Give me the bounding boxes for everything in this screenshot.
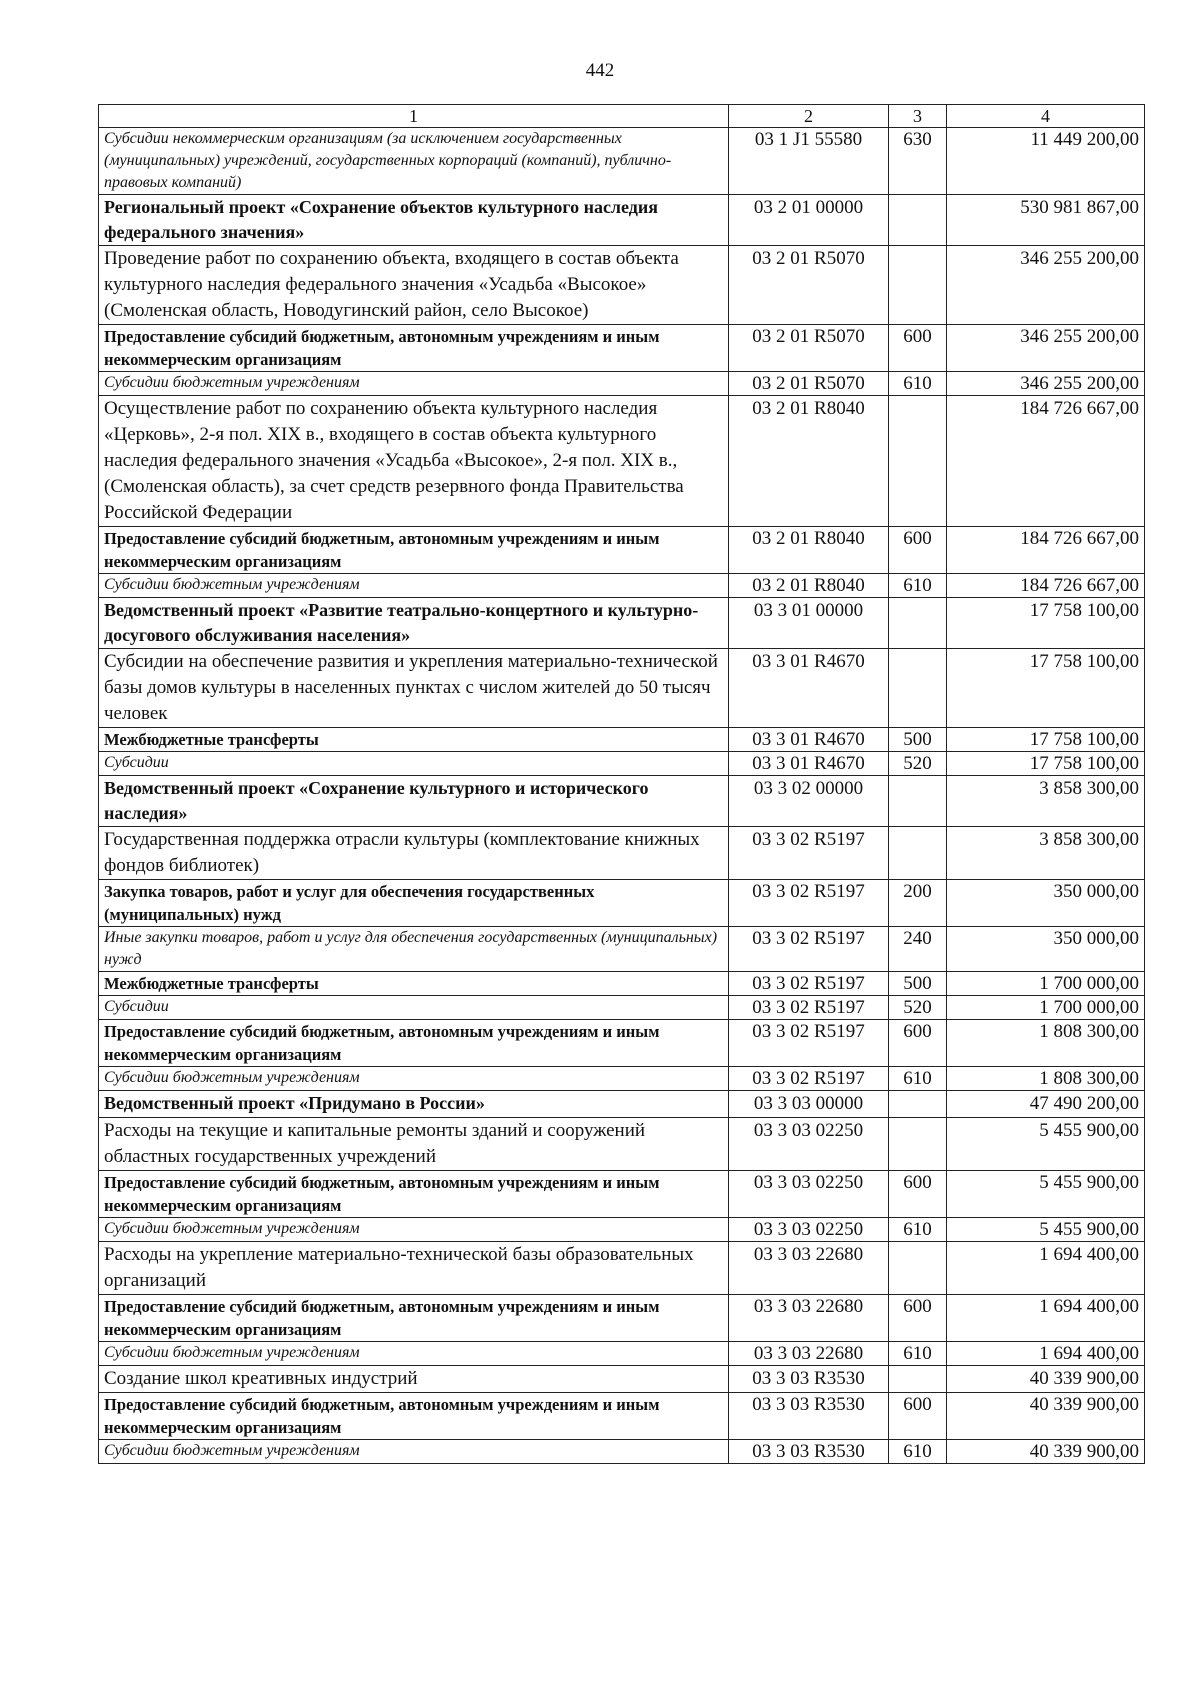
- row-description: Субсидии бюджетным учреждениям: [99, 372, 729, 396]
- row-code: 03 2 01 R5070: [729, 246, 889, 325]
- table-row: [99, 649, 1145, 728]
- row-expense-type: [889, 1118, 947, 1171]
- table-body: [99, 105, 1145, 1464]
- row-description: Субсидии на обеспечение развития и укрепления материально-технической базы домов культуры в населенных пунктах с числом жителей до 50 тысяч человек: [99, 649, 729, 728]
- row-amount: 184 726 667,00: [947, 574, 1145, 598]
- table-row: [99, 827, 1145, 880]
- row-expense-type: 610: [889, 1440, 947, 1464]
- row-description: Субсидии некоммерческим организациям (за исключением государственных (муниципальных) учреждений, государственных корпораций (компаний), публично-правовых компаний): [99, 128, 729, 195]
- row-amount: 1 700 000,00: [947, 996, 1145, 1020]
- header-cell-2: 2: [729, 105, 889, 128]
- row-expense-type: 610: [889, 372, 947, 396]
- row-description: Ведомственный проект «Сохранение культурного и исторического наследия»: [99, 776, 729, 827]
- row-code: 03 3 01 00000: [729, 598, 889, 649]
- row-amount: 530 981 867,00: [947, 195, 1145, 246]
- row-description: Закупка товаров, работ и услуг для обеспечения государственных (муниципальных) нужд: [99, 880, 729, 927]
- row-expense-type: 520: [889, 752, 947, 776]
- row-description: Предоставление субсидий бюджетным, автономным учреждениям и иным некоммерческим организациям: [99, 1393, 729, 1440]
- table-row: [99, 128, 1145, 195]
- row-amount: 17 758 100,00: [947, 598, 1145, 649]
- row-expense-type: [889, 396, 947, 527]
- row-expense-type: 500: [889, 972, 947, 996]
- row-expense-type: 610: [889, 1342, 947, 1366]
- row-description: Расходы на текущие и капитальные ремонты зданий и сооружений областных государственных учреждений: [99, 1118, 729, 1171]
- table-row: [99, 396, 1145, 527]
- row-expense-type: 610: [889, 574, 947, 598]
- row-amount: 184 726 667,00: [947, 527, 1145, 574]
- row-code: 03 3 02 R5197: [729, 927, 889, 972]
- row-expense-type: 600: [889, 1295, 947, 1342]
- row-amount: 17 758 100,00: [947, 649, 1145, 728]
- table-row: [99, 1118, 1145, 1171]
- row-amount: 1 808 300,00: [947, 1067, 1145, 1091]
- row-amount: 346 255 200,00: [947, 325, 1145, 372]
- table-row: [99, 1020, 1145, 1067]
- row-description: Предоставление субсидий бюджетным, автономным учреждениям и иным некоммерческим организациям: [99, 527, 729, 574]
- row-description: Субсидии бюджетным учреждениям: [99, 1067, 729, 1091]
- row-expense-type: 610: [889, 1067, 947, 1091]
- row-description: Субсидии бюджетным учреждениям: [99, 1440, 729, 1464]
- row-description: Субсидии бюджетным учреждениям: [99, 1218, 729, 1242]
- row-code: 03 3 03 22680: [729, 1342, 889, 1366]
- row-description: Региональный проект «Сохранение объектов культурного наследия федерального значения»: [99, 195, 729, 246]
- table-row: [99, 1342, 1145, 1366]
- row-code: 03 1 J1 55580: [729, 128, 889, 195]
- row-description: Предоставление субсидий бюджетным, автономным учреждениям и иным некоммерческим организациям: [99, 1171, 729, 1218]
- row-description: Ведомственный проект «Придумано в России»: [99, 1091, 729, 1118]
- row-amount: 1 694 400,00: [947, 1242, 1145, 1295]
- row-code: 03 2 01 00000: [729, 195, 889, 246]
- row-amount: 3 858 300,00: [947, 827, 1145, 880]
- table-row: [99, 1295, 1145, 1342]
- row-code: 03 3 03 00000: [729, 1091, 889, 1118]
- row-code: 03 3 03 R3530: [729, 1440, 889, 1464]
- row-code: 03 3 01 R4670: [729, 649, 889, 728]
- table-row: [99, 880, 1145, 927]
- row-expense-type: 600: [889, 1393, 947, 1440]
- row-expense-type: 600: [889, 527, 947, 574]
- row-code: 03 3 03 02250: [729, 1118, 889, 1171]
- page-number: 442: [585, 60, 615, 81]
- row-expense-type: 630: [889, 128, 947, 195]
- row-amount: 346 255 200,00: [947, 372, 1145, 396]
- row-description: Расходы на укрепление материально-технической базы образовательных организаций: [99, 1242, 729, 1295]
- row-description: Ведомственный проект «Развитие театрально-концертного и культурно-досугового обслуживания населения»: [99, 598, 729, 649]
- row-amount: 17 758 100,00: [947, 728, 1145, 752]
- table-row: [99, 752, 1145, 776]
- row-code: 03 2 01 R8040: [729, 396, 889, 527]
- row-expense-type: 200: [889, 880, 947, 927]
- table-row: [99, 1091, 1145, 1118]
- row-amount: 1 808 300,00: [947, 1020, 1145, 1067]
- row-expense-type: [889, 1366, 947, 1393]
- row-code: 03 3 02 R5197: [729, 1067, 889, 1091]
- table-row: [99, 996, 1145, 1020]
- row-description: Проведение работ по сохранению объекта, входящего в состав объекта культурного наследия федерального значения «Усадьба «Высокое» (Смоленская область, Новодугинский район, село Высокое): [99, 246, 729, 325]
- row-amount: 346 255 200,00: [947, 246, 1145, 325]
- table-row: [99, 1218, 1145, 1242]
- row-description: Субсидии: [99, 752, 729, 776]
- header-cell-4: 4: [947, 105, 1145, 128]
- row-description: Предоставление субсидий бюджетным, автономным учреждениям и иным некоммерческим организациям: [99, 1020, 729, 1067]
- row-code: 03 2 01 R8040: [729, 574, 889, 598]
- row-code: 03 3 03 02250: [729, 1218, 889, 1242]
- table-header-row: [99, 105, 1145, 128]
- row-amount: 184 726 667,00: [947, 396, 1145, 527]
- table-row: [99, 927, 1145, 972]
- row-description: Создание школ креативных индустрий: [99, 1366, 729, 1393]
- table-row: [99, 1440, 1145, 1464]
- row-expense-type: 240: [889, 927, 947, 972]
- row-code: 03 3 02 00000: [729, 776, 889, 827]
- row-description: Субсидии: [99, 996, 729, 1020]
- row-description: Субсидии бюджетным учреждениям: [99, 574, 729, 598]
- row-expense-type: 600: [889, 325, 947, 372]
- row-amount: 17 758 100,00: [947, 752, 1145, 776]
- table-row: [99, 1242, 1145, 1295]
- row-code: 03 2 01 R5070: [729, 372, 889, 396]
- row-amount: 5 455 900,00: [947, 1118, 1145, 1171]
- row-expense-type: [889, 1091, 947, 1118]
- row-code: 03 3 02 R5197: [729, 827, 889, 880]
- table-row: [99, 246, 1145, 325]
- row-expense-type: 610: [889, 1218, 947, 1242]
- row-description: Субсидии бюджетным учреждениям: [99, 1342, 729, 1366]
- row-amount: 1 694 400,00: [947, 1295, 1145, 1342]
- row-code: 03 3 03 R3530: [729, 1366, 889, 1393]
- row-description: Государственная поддержка отрасли культуры (комплектование книжных фондов библиотек): [99, 827, 729, 880]
- table-row: [99, 1393, 1145, 1440]
- row-expense-type: 500: [889, 728, 947, 752]
- row-amount: 1 694 400,00: [947, 1342, 1145, 1366]
- row-expense-type: [889, 649, 947, 728]
- table-row: [99, 776, 1145, 827]
- table-row: [99, 574, 1145, 598]
- row-amount: 1 700 000,00: [947, 972, 1145, 996]
- row-expense-type: [889, 827, 947, 880]
- row-amount: 350 000,00: [947, 880, 1145, 927]
- table-row: [99, 527, 1145, 574]
- row-code: 03 3 01 R4670: [729, 752, 889, 776]
- row-amount: 5 455 900,00: [947, 1171, 1145, 1218]
- row-amount: 40 339 900,00: [947, 1440, 1145, 1464]
- row-code: 03 3 03 R3530: [729, 1393, 889, 1440]
- row-amount: 350 000,00: [947, 927, 1145, 972]
- row-expense-type: [889, 246, 947, 325]
- row-expense-type: [889, 1242, 947, 1295]
- table-row: [99, 1366, 1145, 1393]
- row-expense-type: 600: [889, 1020, 947, 1067]
- row-expense-type: [889, 195, 947, 246]
- row-description: Межбюджетные трансферты: [99, 728, 729, 752]
- row-expense-type: 520: [889, 996, 947, 1020]
- row-amount: 47 490 200,00: [947, 1091, 1145, 1118]
- row-amount: 5 455 900,00: [947, 1218, 1145, 1242]
- row-code: 03 2 01 R5070: [729, 325, 889, 372]
- table-row: [99, 972, 1145, 996]
- row-code: 03 3 03 02250: [729, 1171, 889, 1218]
- row-code: 03 3 01 R4670: [729, 728, 889, 752]
- budget-table: [98, 104, 1145, 1464]
- row-amount: 11 449 200,00: [947, 128, 1145, 195]
- table-row: [99, 1171, 1145, 1218]
- row-code: 03 3 02 R5197: [729, 1020, 889, 1067]
- row-description: Иные закупки товаров, работ и услуг для обеспечения государственных (муниципальных) нужд: [99, 927, 729, 972]
- table-row: [99, 325, 1145, 372]
- table-row: [99, 728, 1145, 752]
- row-expense-type: [889, 776, 947, 827]
- row-amount: 3 858 300,00: [947, 776, 1145, 827]
- row-code: 03 3 03 22680: [729, 1295, 889, 1342]
- header-cell-3: 3: [889, 105, 947, 128]
- row-amount: 40 339 900,00: [947, 1366, 1145, 1393]
- row-description: Предоставление субсидий бюджетным, автономным учреждениям и иным некоммерческим организациям: [99, 1295, 729, 1342]
- row-amount: 40 339 900,00: [947, 1393, 1145, 1440]
- row-expense-type: [889, 598, 947, 649]
- row-expense-type: 600: [889, 1171, 947, 1218]
- row-code: 03 3 02 R5197: [729, 996, 889, 1020]
- table-row: [99, 598, 1145, 649]
- row-description: Осуществление работ по сохранению объекта культурного наследия «Церковь», 2-я пол. XIX в., входящего в состав объекта культурного наследия федерального значения «Усадьба «Высокое», 2-я пол. XIX в., (Смоленская область), за счет средств резервного фонда Правительства Российской Федерации: [99, 396, 729, 527]
- header-cell-1: 1: [99, 105, 729, 128]
- row-code: 03 3 02 R5197: [729, 972, 889, 996]
- table-row: [99, 372, 1145, 396]
- row-code: 03 3 02 R5197: [729, 880, 889, 927]
- table-row: [99, 195, 1145, 246]
- row-description: Межбюджетные трансферты: [99, 972, 729, 996]
- table-row: [99, 1067, 1145, 1091]
- row-code: 03 3 03 22680: [729, 1242, 889, 1295]
- row-code: 03 2 01 R8040: [729, 527, 889, 574]
- row-description: Предоставление субсидий бюджетным, автономным учреждениям и иным некоммерческим организациям: [99, 325, 729, 372]
